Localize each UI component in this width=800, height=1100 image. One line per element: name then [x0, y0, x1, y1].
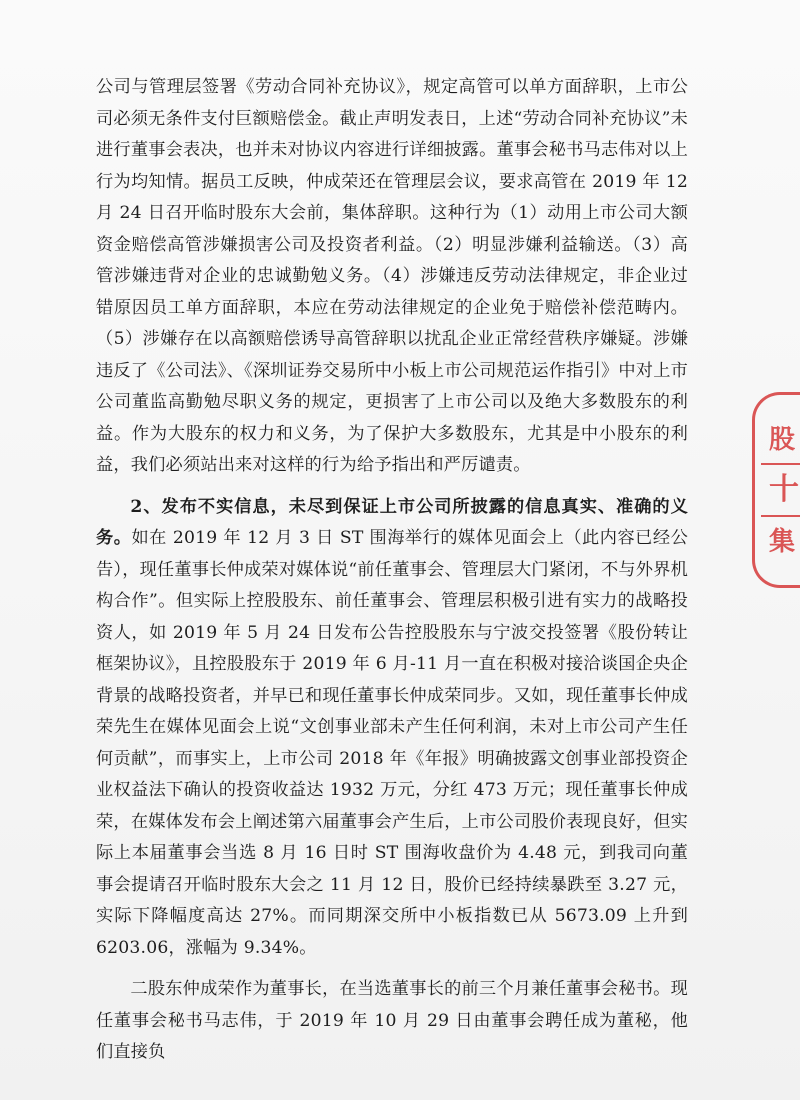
red-seal-stamp	[752, 392, 800, 588]
stamp-char-2: 十	[769, 472, 799, 507]
paragraph-2-heading: 2、发布不实信息，未尽到保证上市公司所披露的信息真实、准确的义务。	[96, 496, 688, 548]
stamp-divider-2	[761, 515, 800, 517]
document-body	[96, 72, 688, 1069]
paragraph-2	[96, 492, 688, 965]
paragraph-2-text: 如在 2019 年 12 月 3 日 ST 围海举行的媒体见面会上（此内容已经公告），现任董事长仲成荣对媒体说“前任董事会、管理层大门紧闭，不与外界机构合作”。但实际上控股股东、前任董事会、管理层积极引进有实力的战略投资人，如 2019 年 5 月 24 日发布公告控股股东与宁波交投签署《股份转让框架协议》，且控股股东于 2019 年 6 月-11 月一直在积极对接洽谈国企央企背景的战略投资者，并早已和现任董事长仲成荣同步。又如，现任董事长仲成荣先生在媒体见面会上说“文创事业部未产生任何利润，未对上市公司产生任何贡献”，而事实上，上市公司 2018 年《年报》明确披露文创事业部投资企业权益法下确认的投资收益达 1932 万元，分红 473 万元；现任董事长仲成荣，在媒体发布会上阐述第六届董事会产生后，上市公司股价表现良好，但实际上本届董事会当选 8 月 16 日时 ST 围海收盘价为 4.48 元，到我司向董事会提请召开临时股东大会之 11 月 12 日，股价已经持续暴跌至 3.27 元，实际下降幅度高达 27%。而同期深交所中小板指数已从 5673.09 上升到 6203.06，涨幅为 9.34%。	[96, 528, 688, 958]
paragraph-1	[96, 72, 688, 482]
stamp-char-1: 股	[769, 425, 796, 455]
paragraph-3	[96, 974, 688, 1069]
paragraph-3-text: 二股东仲成荣作为董事长，在当选董事长的前三个月兼任董事会秘书。现任董事会秘书马志伟，于 2019 年 10 月 29 日由董事会聘任成为董秘，他们直接负	[96, 979, 688, 1062]
paragraph-1-text: 公司与管理层签署《劳动合同补充协议》，规定高管可以单方面辞职，上市公司必须无条件支付巨额赔偿金。截止声明发表日，上述“劳动合同补充协议”未进行董事会表决，也并未对协议内容进行详细披露。董事会秘书马志伟对以上行为均知情。据员工反映，仲成荣还在管理层会议，要求高管在 2019 年 12 月 24 日召开临时股东大会前，集体辞职。这种行为（1）动用上市公司大额资金赔偿高管涉嫌损害公司及投资者利益。（2）明显涉嫌利益输送。（3）高管涉嫌违背对企业的忠诚勤勉义务。（4）涉嫌违反劳动法律规定，非企业过错原因员工单方面辞职，本应在劳动法律规定的企业免于赔偿补偿范畴内。（5）涉嫌存在以高额赔偿诱导高管辞职以扰乱企业正常经营秩序嫌疑。涉嫌违反了《公司法》、《深圳证券交易所中小板上市公司规范运作指引》中对上市公司董监高勤勉尽职义务的规定，更损害了上市公司以及绝大多数股东的利益。作为大股东的权力和义务，为了保护大多数股东，尤其是中小股东的利益，我们必须站出来对这样的行为给予指出和严厉谴责。	[96, 77, 688, 475]
stamp-char-3: 集	[769, 527, 796, 557]
stamp-divider-1	[761, 463, 800, 465]
